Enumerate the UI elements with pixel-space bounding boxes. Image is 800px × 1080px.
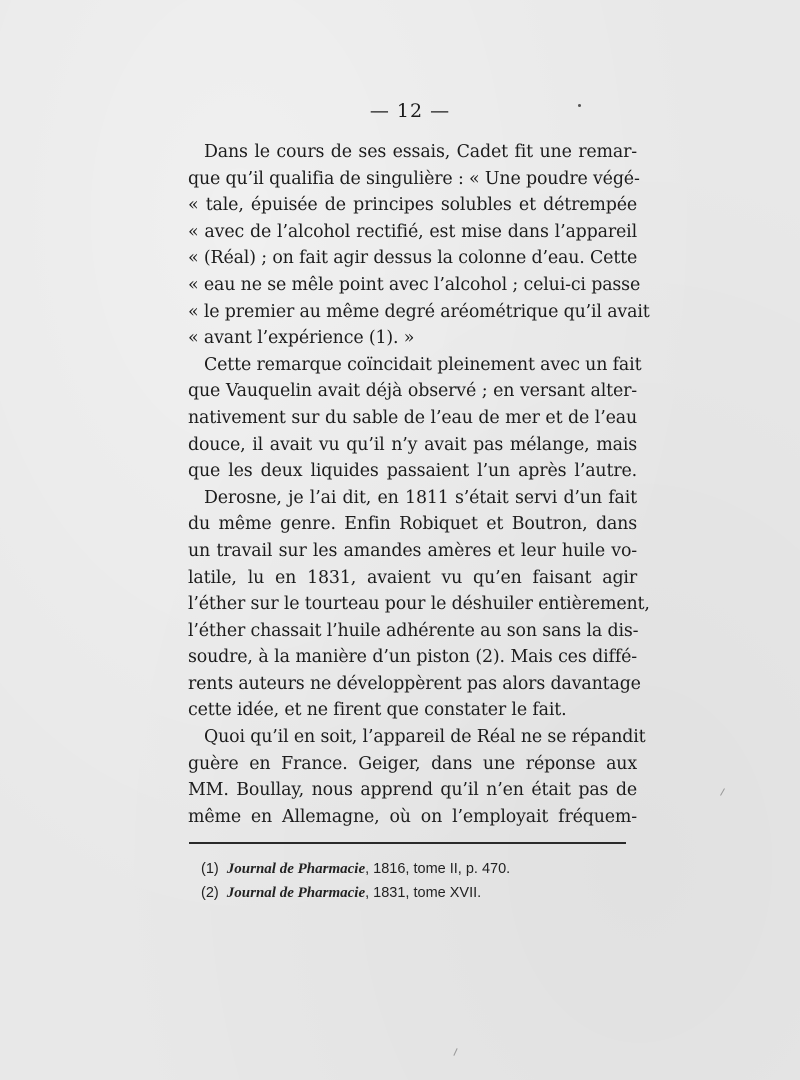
paper-blemish: [720, 788, 725, 795]
footnote-separator: [189, 842, 626, 844]
text-line: du même genre. Enfin Robiquet et Boutron, dans: [188, 514, 637, 535]
footnotes: [201, 857, 621, 905]
text-line: « le premier au même degré aréométrique qu’il avait: [188, 301, 650, 322]
text-line: nativement sur du sable de l’eau de mer et de l’eau: [188, 407, 637, 428]
text-line: l’éther chassait l’huile adhérente au son sans la dis-: [188, 620, 639, 641]
text-line: même en Allemagne, où on l’employait fréquem-: [188, 806, 637, 827]
print-speck: [578, 104, 581, 107]
footnote-number: (2): [201, 885, 219, 901]
text-line: « tale, épuisée de principes solubles et détrempée: [188, 195, 637, 216]
text-line: MM. Boullay, nous apprend qu’il n’en était pas de: [188, 780, 637, 801]
text-line: latile, lu en 1831, avaient vu qu’en faisant agir: [188, 567, 637, 588]
footnote-citation: , 1816, tome II, p. 470.: [365, 861, 511, 877]
body-text: [188, 139, 650, 830]
footnote-2: [201, 881, 621, 905]
text-line: « avant l’expérience (1). »: [188, 328, 415, 349]
footnote-1: [201, 857, 621, 881]
text-line: cette idée, et ne firent que constater le fait.: [188, 700, 567, 721]
text-line: que qu’il qualifia de singulière : « Une poudre végé-: [188, 168, 640, 189]
text-line: Dans le cours de ses essais, Cadet fit une remar-: [204, 142, 637, 162]
page-number: — 12 —: [369, 100, 451, 122]
text-line: Quoi qu’il en soit, l’appareil de Réal ne se répandit: [204, 727, 646, 748]
text-line: « avec de l’alcohol rectifié, est mise dans l’appareil: [188, 221, 637, 242]
text-line: « eau ne se mêle point avec l’alcohol ; celui-ci passe: [188, 274, 641, 295]
text-line: rents auteurs ne développèrent pas alors davantage: [188, 673, 641, 694]
footnote-journal-title: Journal de Pharmacie: [226, 885, 366, 901]
text-line: que Vauquelin avait déjà observé ; en versant alter-: [188, 381, 637, 402]
text-line: soudre, à la manière d’un piston (2). Mais ces diffé-: [188, 647, 637, 668]
footnote-number: (1): [201, 861, 219, 877]
text-line: Derosne, je l’ai dit, en 1811 s’était servi d’un fait: [204, 487, 637, 508]
text-line: l’éther sur le tourteau pour le déshuiler entièrement,: [188, 594, 650, 615]
text-line: Cette remarque coïncidait pleinement avec un fait: [204, 354, 642, 375]
text-line: guère en France. Geiger, dans une réponse aux: [188, 753, 637, 774]
paper-blemish: [453, 1048, 457, 1056]
text-line: que les deux liquides passaient l’un après l’autre.: [188, 461, 637, 482]
text-line: un travail sur les amandes amères et leur huile vo-: [188, 540, 637, 561]
footnote-journal-title: Journal de Pharmacie: [226, 861, 366, 877]
text-line: douce, il avait vu qu’il n’y avait pas mélange, mais: [188, 434, 637, 455]
footnote-citation: , 1831, tome XVII.: [365, 885, 482, 901]
text-line: « (Réal) ; on fait agir dessus la colonne d’eau. Cette: [188, 248, 638, 269]
